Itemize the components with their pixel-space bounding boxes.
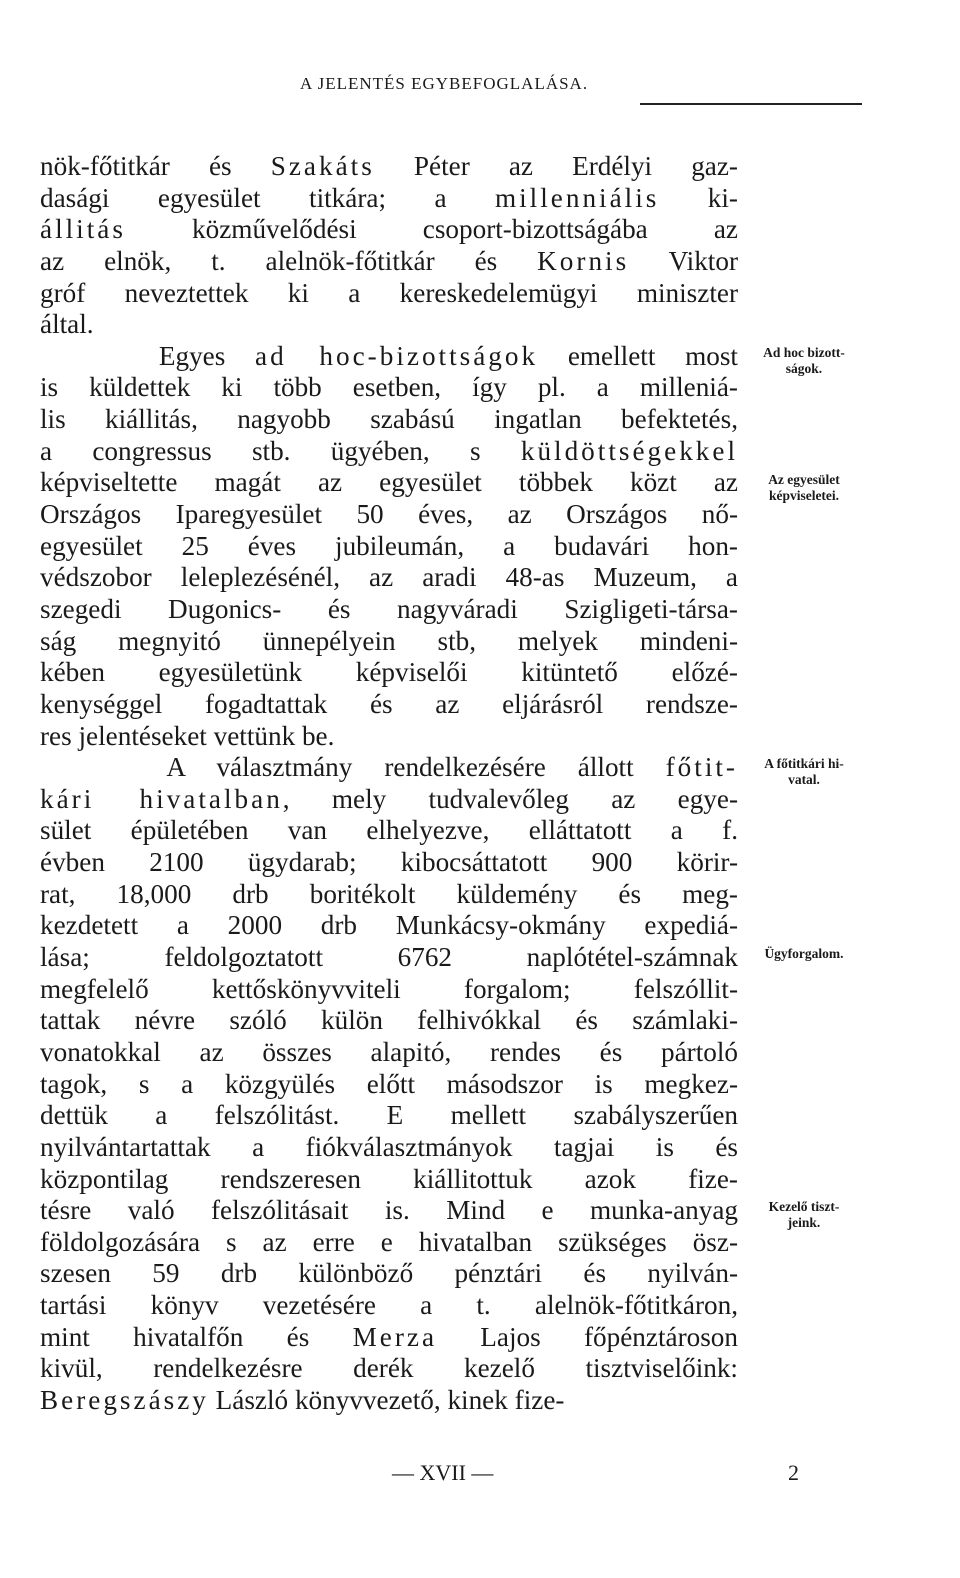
spaced-emphasis: küldöttségekkel <box>520 435 738 466</box>
text-line: Beregszászy László könyvvezető, kinek fize- <box>40 1384 565 1415</box>
text-line: központilag rendszeresen kiállitottuk azok fize- <box>40 1163 738 1194</box>
text-line: védszobor leleplezésénél, az aradi 48-as Muzeum, a <box>40 562 738 593</box>
text-line: a congressus stb. ügyében, s küldöttségekkel <box>40 435 738 466</box>
body-text <box>40 151 738 1417</box>
text-line: vonatokkal az összes alapitó, rendes és pártoló <box>40 1036 738 1067</box>
text-line: gróf neveztettek ki a kereskedelemügyi miniszter <box>40 277 738 308</box>
text-line: állitás közművelődési csoport-bizottságába az <box>40 214 738 245</box>
text-line: Országos Iparegyesület 50 éves, az Országos nő- <box>40 499 738 530</box>
page-number-roman: — XVII — <box>392 1460 494 1485</box>
text-line: ság megnyitó ünnepélyein stb, melyek mindeni- <box>40 625 738 656</box>
page-signature: 2 <box>788 1460 799 1485</box>
text-line: A választmány rendelkezésére állott főtit- <box>40 752 738 783</box>
spaced-emphasis: Szakáts <box>270 151 375 181</box>
spaced-emphasis: Merza <box>352 1321 438 1352</box>
text-line: dettük a felszólitást. E mellett szabályszerűen <box>40 1100 738 1131</box>
margin-note: A főtitkári hi- vatal. <box>764 756 844 788</box>
text-line: lása; feldolgoztatott 6762 naplótétel-számnak <box>40 942 738 973</box>
running-head: A JELENTÉS EGYBEFOGLALÁSA. <box>300 74 589 93</box>
text-line: nök-főtitkár és Szakáts Péter az Erdélyi gaz- <box>40 151 738 181</box>
text-line: rat, 18,000 drb boritékolt küldemény és meg- <box>40 878 738 909</box>
text-line: egyesület 25 éves jubileumán, a budavári hon- <box>40 530 738 561</box>
text-line: nyilvántartattak a fiókválasztmányok tagjai is és <box>40 1131 738 1162</box>
spaced-emphasis: állitás <box>40 214 126 245</box>
text-line: megfelelő kettőskönyvviteli forgalom; felszóllit- <box>40 973 738 1004</box>
text-line: kári hivatalban, mely tudvalevőleg az egye- <box>40 783 739 814</box>
text-line: mint hivatalfőn és Merza Lajos főpénztároson <box>40 1321 738 1352</box>
text-line: kenységgel fogadtattak és az eljárásról rendsze- <box>40 688 738 719</box>
spaced-emphasis: Kornis <box>537 245 630 276</box>
text-line: szegedi Dugonics- és nagyváradi Szigligeti-társa- <box>40 593 738 624</box>
text-line: által. <box>40 309 94 340</box>
text-line: tattak névre szóló külön felhivókkal és számlaki- <box>40 1005 738 1036</box>
text-line: tagok, s a közgyülés előtt másodszor is megkez- <box>40 1068 738 1099</box>
text-line: res jelentéseket vettünk be. <box>40 720 335 751</box>
text-line: tésre való felszólitásait is. Mind e munka-anyag <box>40 1195 738 1226</box>
text-line: kivül, rendelkezésre derék kezelő tisztviselőink: <box>40 1353 738 1384</box>
text-line: dasági egyesület titkára; a millenniális ki- <box>40 182 738 213</box>
margin-note: Ad hoc bizott- ságok. <box>763 344 845 376</box>
text-line: tartási könyv vezetésére a t. alelnök-főtitkáron, <box>40 1290 738 1321</box>
spaced-emphasis: főtit- <box>665 752 738 783</box>
text-line: kezdetett a 2000 drb Munkácsy-okmány expediá- <box>40 910 738 941</box>
text-line: szesen 59 drb különböző pénztári és nyilván- <box>40 1258 738 1289</box>
spaced-emphasis: ad hoc-bizottságok <box>255 340 539 371</box>
text-line: lis kiállitás, nagyobb szabású ingatlan befektetés, <box>40 404 738 435</box>
text-line: kében egyesületünk képviselői kitüntető előzé- <box>40 657 738 688</box>
text-line: sület épületében van elhelyezve, elláttatott a f. <box>40 815 738 846</box>
spaced-emphasis: Beregszászy <box>40 1384 209 1415</box>
header-rule <box>640 103 862 105</box>
spaced-emphasis: kári hivatalban <box>40 783 283 814</box>
spaced-emphasis: millenniális <box>494 182 660 213</box>
margin-note: Kezelő tiszt- jeink. <box>768 1199 840 1231</box>
text-line: Egyes ad hoc-bizottságok emellett most <box>40 340 738 371</box>
text-line: évben 2100 ügydarab; kibocsáttatott 900 körir- <box>40 847 738 878</box>
text-line: az elnök, t. alelnök-főtitkár és Kornis Viktor <box>40 245 738 276</box>
margin-note: Ügyforgalom. <box>764 946 844 962</box>
margin-note: Az egyesület képviseletei. <box>768 471 840 503</box>
text-line: képviseltette magát az egyesület többek közt az <box>40 467 738 498</box>
text-line: is küldettek ki több esetben, így pl. a milleniá- <box>40 372 738 403</box>
text-line: földolgozására s az erre e hivatalban szükséges ösz- <box>40 1226 738 1257</box>
